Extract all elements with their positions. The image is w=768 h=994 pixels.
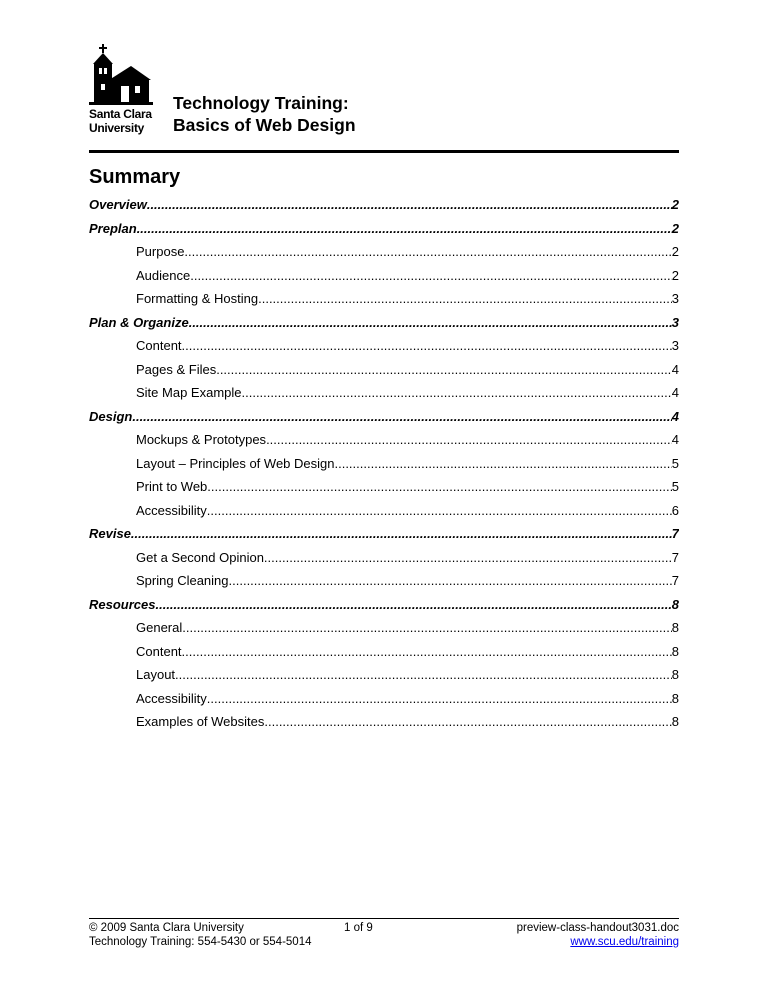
- toc-entry-title: Design: [89, 408, 133, 424]
- toc-entry-title: Audience: [136, 267, 191, 283]
- toc-entry-title: Print to Web: [136, 479, 208, 494]
- footer-copyright: © 2009 Santa Clara University: [89, 922, 244, 934]
- toc-subsection-entry[interactable]: [89, 663, 679, 687]
- toc-entry-title: Accessibility: [136, 502, 207, 518]
- toc-entry-title: Examples of Websites: [136, 714, 265, 729]
- toc-subsection-entry[interactable]: [89, 640, 679, 664]
- toc-entry-page: 2: [671, 220, 679, 236]
- toc-leader-dots: [216, 358, 672, 382]
- toc-entry-title: Pages & Files: [136, 361, 217, 377]
- toc-entry-page: 8: [671, 690, 679, 706]
- toc-entry-title: Revise: [89, 526, 131, 541]
- toc-entry-page: 3: [671, 338, 679, 353]
- toc-entry-page: 8: [671, 643, 679, 659]
- toc-leader-dots: [207, 687, 672, 711]
- toc-entry-title: Get a Second Opinion: [136, 549, 264, 565]
- toc-entry-title: Layout: [136, 667, 176, 682]
- header-divider: [89, 150, 679, 153]
- toc-entry-title: Layout – Principles of Web Design: [136, 455, 335, 471]
- document-title: [173, 92, 356, 136]
- footer-filename: preview-class-handout3031.doc: [516, 922, 679, 934]
- toc-subsection-entry[interactable]: [89, 428, 679, 452]
- summary-heading: Summary: [89, 166, 181, 188]
- logo-text-line2: University: [89, 121, 145, 135]
- toc-entry-page: 8: [671, 714, 679, 729]
- toc-entry-title: Spring Cleaning: [136, 573, 229, 588]
- footer-left: [89, 921, 312, 949]
- toc-subsection-entry[interactable]: [89, 358, 679, 382]
- toc-subsection-entry[interactable]: [89, 264, 679, 288]
- toc-leader-dots: [334, 452, 671, 476]
- toc-leader-dots: [137, 217, 672, 241]
- toc-entry-title: Accessibility: [136, 690, 207, 706]
- toc-entry-title: Resources: [89, 596, 156, 612]
- toc-entry-page: 8: [671, 620, 679, 635]
- toc-subsection-entry[interactable]: [89, 381, 679, 405]
- university-logo: [89, 44, 159, 136]
- toc-leader-dots: [229, 569, 672, 593]
- toc-section-entry[interactable]: [89, 311, 679, 335]
- toc-leader-dots: [175, 663, 672, 687]
- toc-subsection-entry[interactable]: [89, 616, 679, 640]
- toc-leader-dots: [264, 546, 672, 570]
- toc-entry-title: Plan & Organize: [89, 314, 189, 330]
- toc-section-entry[interactable]: [89, 217, 679, 241]
- toc-entry-page: 4: [671, 408, 679, 424]
- toc-entry-page: 2: [671, 244, 679, 259]
- toc-leader-dots: [258, 287, 672, 311]
- toc-entry-page: 3: [671, 291, 679, 306]
- toc-entry-page: 6: [671, 502, 679, 518]
- toc-leader-dots: [132, 405, 671, 429]
- toc-entry-page: 4: [671, 361, 679, 377]
- toc-leader-dots: [266, 428, 672, 452]
- toc-entry-title: Content: [136, 643, 182, 659]
- toc-entry-title: Site Map Example: [136, 385, 242, 400]
- table-of-contents: [89, 193, 679, 734]
- toc-subsection-entry[interactable]: [89, 287, 679, 311]
- toc-section-entry[interactable]: [89, 405, 679, 429]
- toc-leader-dots: [182, 640, 672, 664]
- toc-leader-dots: [147, 193, 672, 217]
- toc-leader-dots: [207, 475, 671, 499]
- toc-entry-page: 4: [671, 432, 679, 447]
- footer-phone: Technology Training: 554-5430 or 554-5014: [89, 936, 312, 948]
- logo-text-line1: Santa Clara: [89, 107, 152, 121]
- title-line-1: Technology Training:: [173, 93, 349, 113]
- toc-entry-page: 2: [671, 267, 679, 283]
- toc-entry-title: Preplan: [89, 220, 137, 236]
- toc-entry-title: Formatting & Hosting: [136, 291, 259, 306]
- toc-entry-page: 7: [671, 549, 679, 565]
- toc-leader-dots: [155, 593, 671, 617]
- toc-entry-page: 2: [671, 197, 679, 212]
- toc-subsection-entry[interactable]: [89, 499, 679, 523]
- toc-entry-page: 4: [671, 385, 679, 400]
- toc-subsection-entry[interactable]: [89, 475, 679, 499]
- toc-leader-dots: [189, 311, 672, 335]
- toc-section-entry[interactable]: [89, 593, 679, 617]
- mission-church-icon: [89, 44, 153, 106]
- toc-leader-dots: [242, 381, 672, 405]
- toc-subsection-entry[interactable]: [89, 687, 679, 711]
- toc-entry-title: Mockups & Prototypes: [136, 432, 267, 447]
- toc-entry-page: 8: [671, 667, 679, 682]
- toc-section-entry[interactable]: [89, 522, 679, 546]
- toc-entry-title: Content: [136, 338, 182, 353]
- toc-entry-title: General: [136, 620, 183, 635]
- footer-right: [517, 921, 679, 949]
- toc-entry-page: 5: [671, 455, 679, 471]
- footer-divider: [89, 918, 679, 919]
- toc-entry-page: 8: [671, 596, 679, 612]
- title-line-2: Basics of Web Design: [173, 115, 356, 135]
- toc-entry-page: 3: [671, 314, 679, 330]
- toc-subsection-entry[interactable]: [89, 569, 679, 593]
- toc-entry-title: Overview: [89, 197, 147, 212]
- toc-entry-page: 5: [671, 479, 679, 494]
- toc-entry-page: 7: [671, 526, 679, 541]
- toc-leader-dots: [207, 499, 672, 523]
- footer-page-indicator: 1 of 9: [344, 922, 373, 934]
- toc-leader-dots: [182, 616, 672, 640]
- toc-entry-title: Purpose: [136, 244, 185, 259]
- toc-leader-dots: [184, 240, 671, 264]
- toc-leader-dots: [264, 710, 671, 734]
- toc-entry-page: 7: [671, 573, 679, 588]
- toc-subsection-entry[interactable]: [89, 710, 679, 734]
- toc-leader-dots: [131, 522, 672, 546]
- toc-leader-dots: [190, 264, 672, 288]
- toc-subsection-entry[interactable]: [89, 546, 679, 570]
- toc-subsection-entry[interactable]: [89, 240, 679, 264]
- toc-section-entry[interactable]: [89, 193, 679, 217]
- toc-leader-dots: [182, 334, 672, 358]
- toc-subsection-entry[interactable]: [89, 334, 679, 358]
- footer-url-link[interactable]: www.scu.edu/training: [570, 936, 679, 948]
- toc-subsection-entry[interactable]: [89, 452, 679, 476]
